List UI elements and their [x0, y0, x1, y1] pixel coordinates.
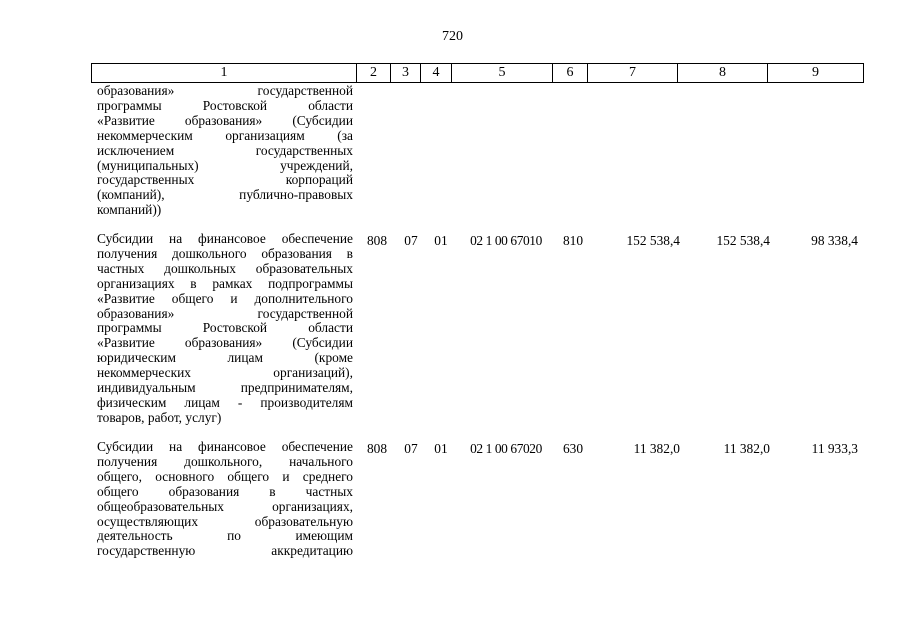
description-line: осуществляющих образовательную	[97, 514, 353, 529]
description-line: «Развитие образования» (Субсидии	[97, 336, 353, 351]
table-row-2-description	[97, 440, 353, 559]
description-line: компаний))	[97, 203, 162, 218]
table-row-1-col-3: 07	[404, 233, 418, 248]
description-line: образования» государственной	[97, 84, 353, 98]
table-row-1-col-9: 98 338,4	[811, 233, 858, 248]
description-line: общеобразовательных организациях,	[97, 499, 353, 514]
description-line: Субсидии на финансовое обеспечение	[97, 232, 353, 246]
header-col-2: 2	[357, 64, 391, 82]
header-col-4: 4	[421, 64, 452, 82]
description-line: частных дошкольных образовательных	[97, 261, 353, 276]
table-row-0-description	[97, 84, 353, 218]
header-col-6: 6	[553, 64, 588, 82]
description-line: Субсидии на финансовое обеспечение	[97, 440, 353, 454]
table-row-2-col-9: 11 933,3	[811, 441, 858, 456]
header-col-8: 8	[678, 64, 768, 82]
header-col-9: 9	[812, 65, 819, 80]
table-row-2-col-6: 630	[562, 441, 584, 456]
table-row-2-col-3: 07	[404, 441, 418, 456]
description-line: (компаний), публично-правовых	[97, 188, 353, 203]
description-line: (муниципальных) учреждений,	[97, 158, 353, 173]
table-row-2-col-5: 02 1 00 67020	[470, 441, 542, 456]
description-line: программы Ростовской области	[97, 98, 353, 113]
table-row-1-col-5: 02 1 00 67010	[470, 233, 542, 248]
description-line: юридическим лицам (кроме	[97, 351, 353, 366]
table-row-2-col-7: 11 382,0	[633, 441, 680, 456]
description-line: физическим лицам - производителям	[97, 395, 353, 410]
table-header-row	[91, 63, 864, 83]
description-line: получения дошкольного, начального	[97, 454, 353, 469]
description-line: государственную аккредитацию	[97, 544, 353, 559]
description-line: образования» государственной	[97, 306, 353, 321]
table-row-1-col-4: 01	[434, 233, 448, 248]
table-row-1-col-6: 810	[562, 233, 584, 248]
header-col-3: 3	[391, 64, 421, 82]
table-row-2-col-8: 11 382,0	[723, 441, 770, 456]
header-col-7: 7	[588, 64, 678, 82]
description-line: деятельность по имеющим	[97, 529, 353, 544]
page-number: 720	[442, 29, 463, 44]
description-line: некоммерческих организаций),	[97, 366, 353, 381]
description-line: исключением государственных	[97, 143, 353, 158]
description-line: государственных корпораций	[97, 173, 353, 188]
table-row-2-col-2: 808	[366, 441, 388, 456]
description-line: «Развитие общего и дополнительного	[97, 291, 353, 306]
header-col-1: 1	[92, 64, 357, 82]
description-line: индивидуальным предпринимателям,	[97, 381, 353, 396]
table-row-1-description	[97, 232, 353, 426]
description-line: «Развитие образования» (Субсидии	[97, 113, 353, 128]
table-row-1-col-7: 152 538,4	[626, 233, 680, 248]
description-line: получения дошкольного образования в	[97, 246, 353, 261]
table-row-2-col-4: 01	[434, 441, 448, 456]
table-row-1-col-8: 152 538,4	[716, 233, 770, 248]
description-line: общего образования в частных	[97, 484, 353, 499]
description-line: некоммерческим организациям (за	[97, 128, 353, 143]
header-col-5: 5	[452, 64, 553, 82]
description-line: товаров, работ, услуг)	[97, 410, 222, 425]
description-line: программы Ростовской области	[97, 321, 353, 336]
description-line: организациях в рамках подпрограммы	[97, 276, 353, 291]
description-line: общего, основного общего и среднего	[97, 469, 353, 484]
table-row-1-col-2: 808	[366, 233, 388, 248]
